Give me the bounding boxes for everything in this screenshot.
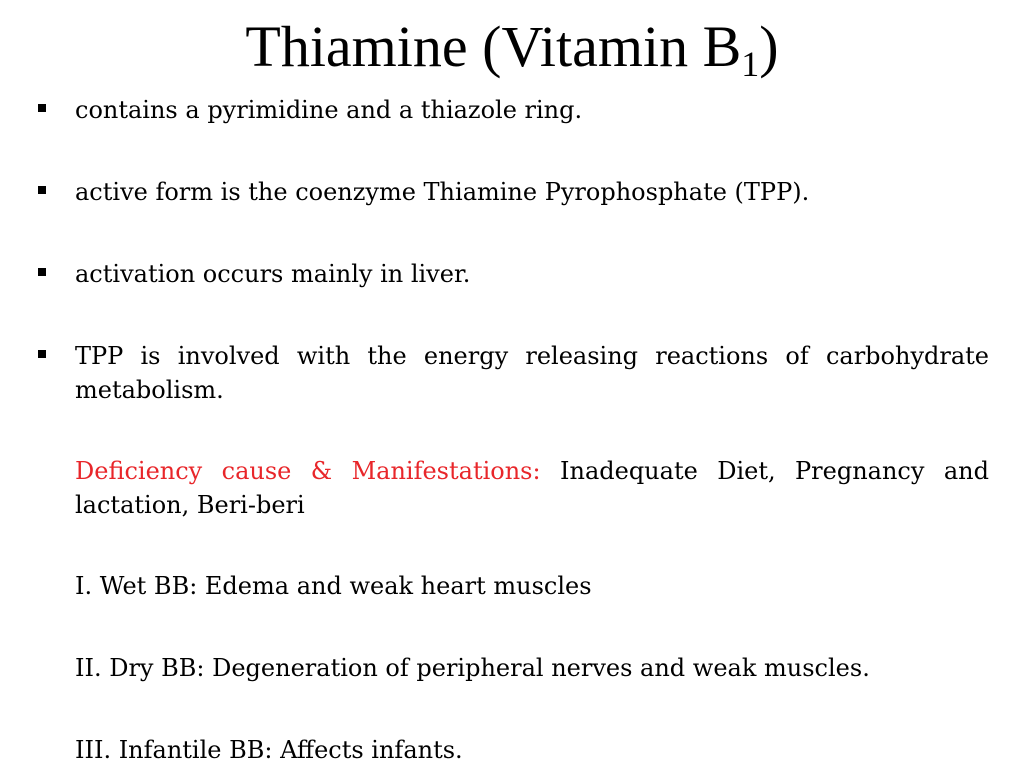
title-text: Thiamine (Vitamin B	[245, 14, 742, 79]
type-infantile-bb: III. Infantile BB: Affects infants.	[75, 736, 463, 764]
deficiency-label: Deficiency cause & Manifestations:	[75, 457, 541, 485]
title-close: )	[759, 14, 779, 79]
bullet-item-3: activation occurs mainly in liver.	[75, 260, 471, 288]
slide-title	[0, 12, 1024, 89]
bullet-square-icon	[38, 186, 48, 196]
deficiency-text: Inadequate Diet, Pregnancy and lactation, Beri-beri	[75, 457, 989, 519]
bullet-square-icon	[38, 104, 48, 114]
bullet-item-4: TPP is involved with the energy releasing reactions of carbohydrate metabolism.	[75, 342, 989, 404]
bullet-item-1: contains a pyrimidine and a thiazole ring.	[75, 96, 583, 124]
type-dry-bb: II. Dry BB: Degeneration of peripheral nerves and weak muscles.	[75, 654, 870, 682]
title-subscript: 1	[741, 44, 760, 84]
type-wet-bb: I. Wet BB: Edema and weak heart muscles	[75, 572, 592, 600]
bullet-square-icon	[38, 268, 48, 278]
bullet-item-2: active form is the coenzyme Thiamine Pyrophosphate (TPP).	[75, 178, 810, 206]
deficiency-paragraph	[75, 454, 989, 522]
bullet-square-icon	[38, 350, 48, 360]
